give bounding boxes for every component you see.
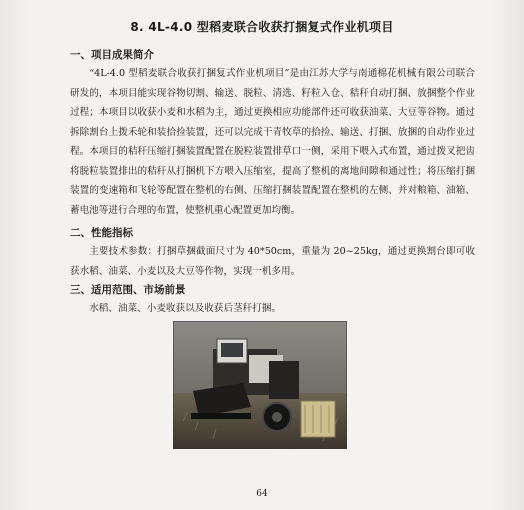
section-text-performance: 主要技术参数：打捆草捆截面尺寸为 40*50cm，重量为 20~25kg，通过更换割台即可收获水稻、油菜、小麦以及大豆等作物，实现一机多用。 [70, 246, 475, 277]
section-heading-performance: 二、性能指标 [70, 227, 133, 239]
page-number: 64 [256, 489, 268, 499]
document-title: 8. 4L-4.0 型稻麦联合收获打捆复式作业机项目 [130, 20, 394, 34]
harvester-photo [173, 321, 347, 449]
section-heading-introduction: 一、项目成果简介 [70, 49, 154, 61]
section-heading-scope: 三、适用范围、市场前景 [70, 284, 186, 296]
section-text-introduction: “4L-4.0 型稻麦联合收获打捆复式作业机项目”是由江苏大学与南通棉花机械有限公司联合研发的，本项目能实现谷物切割、输送、脱粒、清选、籽粒入仓、秸秆自动打捆、放捆整个作业过程；本项目以收获小麦和水稻为主，通过更换相应功能部件还可收获油菜、大豆等谷物。通过拆除割台上拨禾轮和装拾捡装置，还可以完成干青牧草的拾捡、输送、打捆、放捆的自动作业过程。本项目的秸秆压缩打捆装置配置在脱粒装置排草口一侧，采用下喂入式布置，通过拨叉把齿将脱粒装置排出的秸秆从打捆机下方喂入压缩室，提高了整机的离地间隙和通过性；将压缩打捆装置的变速箱和飞轮等配置在整机的右侧、压缩打捆装置配置在整机的左侧、并对粮箱、油箱、蓄电池等进行合理的布置，使整机重心配置更加均衡。 [70, 68, 475, 216]
section-text-scope: 水稻、油菜、小麦收获以及收获后茎秆打捆。 [89, 303, 282, 314]
harvester-illustration [173, 321, 347, 449]
